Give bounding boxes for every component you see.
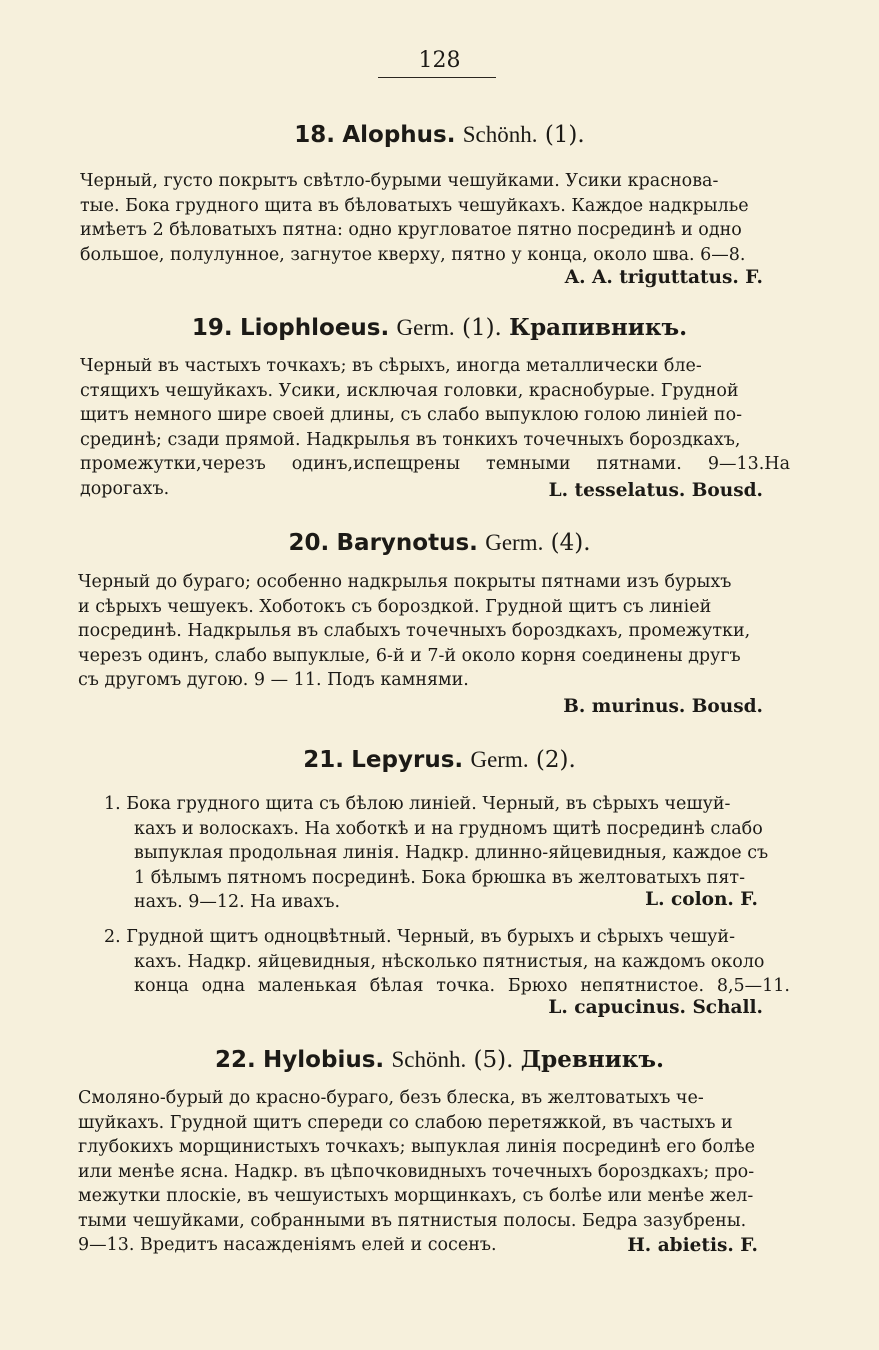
common-name: Крапивникъ. [509, 314, 688, 341]
text-line: кахъ. Надкр. яйцевидныя, нѣсколько пятнистыя, на каждомъ около [134, 951, 765, 972]
species-name: B. murinus. Bousd. [563, 696, 763, 717]
description-barynotus [78, 570, 790, 693]
species-count: (5). [473, 1047, 514, 1073]
text-line: тыми чешуйками, собранными въ пятнистыя полосы. Бедра зазубрены. [78, 1210, 747, 1231]
text-line: и сѣрыхъ чешуекъ. Хоботокъ съ бороздкой. Грудной щитъ съ линіей [78, 596, 712, 617]
species-name: L. tesselatus. Bousd. [548, 480, 763, 501]
genus-author: Germ. [470, 747, 529, 772]
species-count: (1). [544, 122, 585, 148]
text-line: 9—13. Вредитъ насажденіямъ елей и сосенъ. [78, 1235, 497, 1255]
text-line: большое, полулунное, загнутое кверху, пятно у конца, около шва. 6—8. [80, 244, 746, 265]
species-name: H. abietis. F. [627, 1235, 758, 1256]
text-line: или менѣе ясна. Надкр. въ цѣпочковидныхъ точечныхъ бороздкахъ; про- [78, 1161, 755, 1182]
genus-author: Germ. [485, 530, 544, 555]
text-line: конца одна маленькая бѣлая точка. Брюхо непятнистое. 8,5—11. [134, 976, 790, 996]
text-line: посрединѣ. Надкрылья въ слабыхъ точечныхъ бороздкахъ, промежутки, [78, 621, 751, 641]
genus-name: Hylobius. [263, 1047, 385, 1073]
text-line: черезъ одинъ, слабо выпуклые, 6-й и 7-й около корня соединены другъ [78, 645, 741, 666]
section-heading-barynotus [0, 528, 879, 558]
text-line: 2. Грудной щитъ одноцвѣтный. Черный, въ бурыхъ и сѣрыхъ чешуй- [104, 927, 735, 947]
text-line: 1. Бока грудного щита съ бѣлою линіей. Черный, въ сѣрыхъ чешуй- [104, 794, 731, 814]
text-line: кахъ и волоскахъ. На хоботкѣ и на грудномъ щитѣ посрединѣ слабо [134, 818, 763, 839]
section-number: 19. [191, 315, 233, 341]
text-line: стящихъ чешуйкахъ. Усики, исключая головки, краснобурые. Грудной [80, 380, 739, 401]
species-name: L. capucinus. Schall. [548, 997, 763, 1018]
section-heading-hylobius [0, 1045, 879, 1075]
text-line: глубокихъ морщинистыхъ точкахъ; выпуклая линія посрединѣ его болѣе [78, 1137, 756, 1157]
species-count: (2). [535, 747, 576, 773]
common-name: Древникъ. [520, 1046, 665, 1073]
text-line: межутки плоскіе, въ чешуистыхъ морщинкахъ, съ болѣе или менѣе жел- [78, 1186, 754, 1206]
text-line: промежутки,черезъ одинъ,испещрены темными пятнами. 9—13.На дорогахъ. [80, 454, 790, 499]
text-line: тые. Бока грудного щита въ бѣловатыхъ чешуйкахъ. Каждое надкрылье [80, 195, 749, 216]
page-number: 128 [418, 48, 461, 73]
description-alophus [80, 169, 790, 267]
genus-author: Schönh. [391, 1047, 467, 1072]
text-line: съ другомъ дугою. 9 — 11. Подъ камнями. [78, 670, 469, 690]
species-count: (1). [461, 315, 502, 341]
page-number-rule [378, 77, 496, 78]
species-name: L. colon. F. [645, 889, 758, 910]
species-name: A. A. triguttatus. F. [564, 267, 763, 288]
section-number: 21. [303, 747, 344, 773]
section-number: 22. [214, 1047, 256, 1073]
section-number: 18. [294, 122, 336, 148]
text-line: выпуклая продольная линія. Надкр. длинно-яйцевидныя, каждое съ [134, 843, 769, 863]
genus-name: Lepyrus. [351, 747, 464, 773]
text-line: Смоляно-бурый до красно-бураго, безъ блеска, въ желтоватыхъ че- [78, 1088, 704, 1108]
genus-author: Germ. [396, 315, 455, 340]
genus-name: Liophloeus. [239, 315, 390, 341]
genus-name: Alophus. [342, 122, 456, 148]
text-line: Черный въ частыхъ точкахъ; въ сѣрыхъ, иногда металлически бле- [80, 356, 702, 376]
text-line: Черный до бураго; особенно надкрылья покрыты пятнами изъ бурыхъ [78, 572, 732, 592]
text-line: срединѣ; сзади прямой. Надкрылья въ тонкихъ точечныхъ бороздкахъ, [80, 429, 741, 450]
section-number: 20. [288, 530, 330, 556]
key-item-2 [104, 925, 790, 999]
text-line: шуйкахъ. Грудной щитъ спереди со слабою перетяжкой, въ частыхъ и [78, 1112, 733, 1133]
section-heading-liophloeus [0, 313, 879, 343]
species-count: (4). [550, 530, 591, 556]
genus-name: Barynotus. [336, 530, 478, 556]
text-line: нахъ. 9—12. На ивахъ. [134, 892, 341, 912]
text-line: имѣетъ 2 бѣловатыхъ пятна: одно кругловатое пятно посрединѣ и одно [80, 220, 742, 240]
text-line: Черный, густо покрытъ свѣтло-бурыми чешуйками. Усики краснова- [80, 171, 719, 191]
section-heading-lepyrus [0, 745, 879, 775]
genus-author: Schönh. [462, 122, 538, 147]
text-line: щитъ немного шире своей длины, съ слабо выпуклою голою линіей по- [80, 405, 743, 425]
description-hylobius [78, 1086, 786, 1258]
section-heading-alophus [0, 120, 879, 150]
text-line: 1 бѣлымъ пятномъ посрединѣ. Бока брюшка въ желтоватыхъ пят- [134, 867, 745, 888]
